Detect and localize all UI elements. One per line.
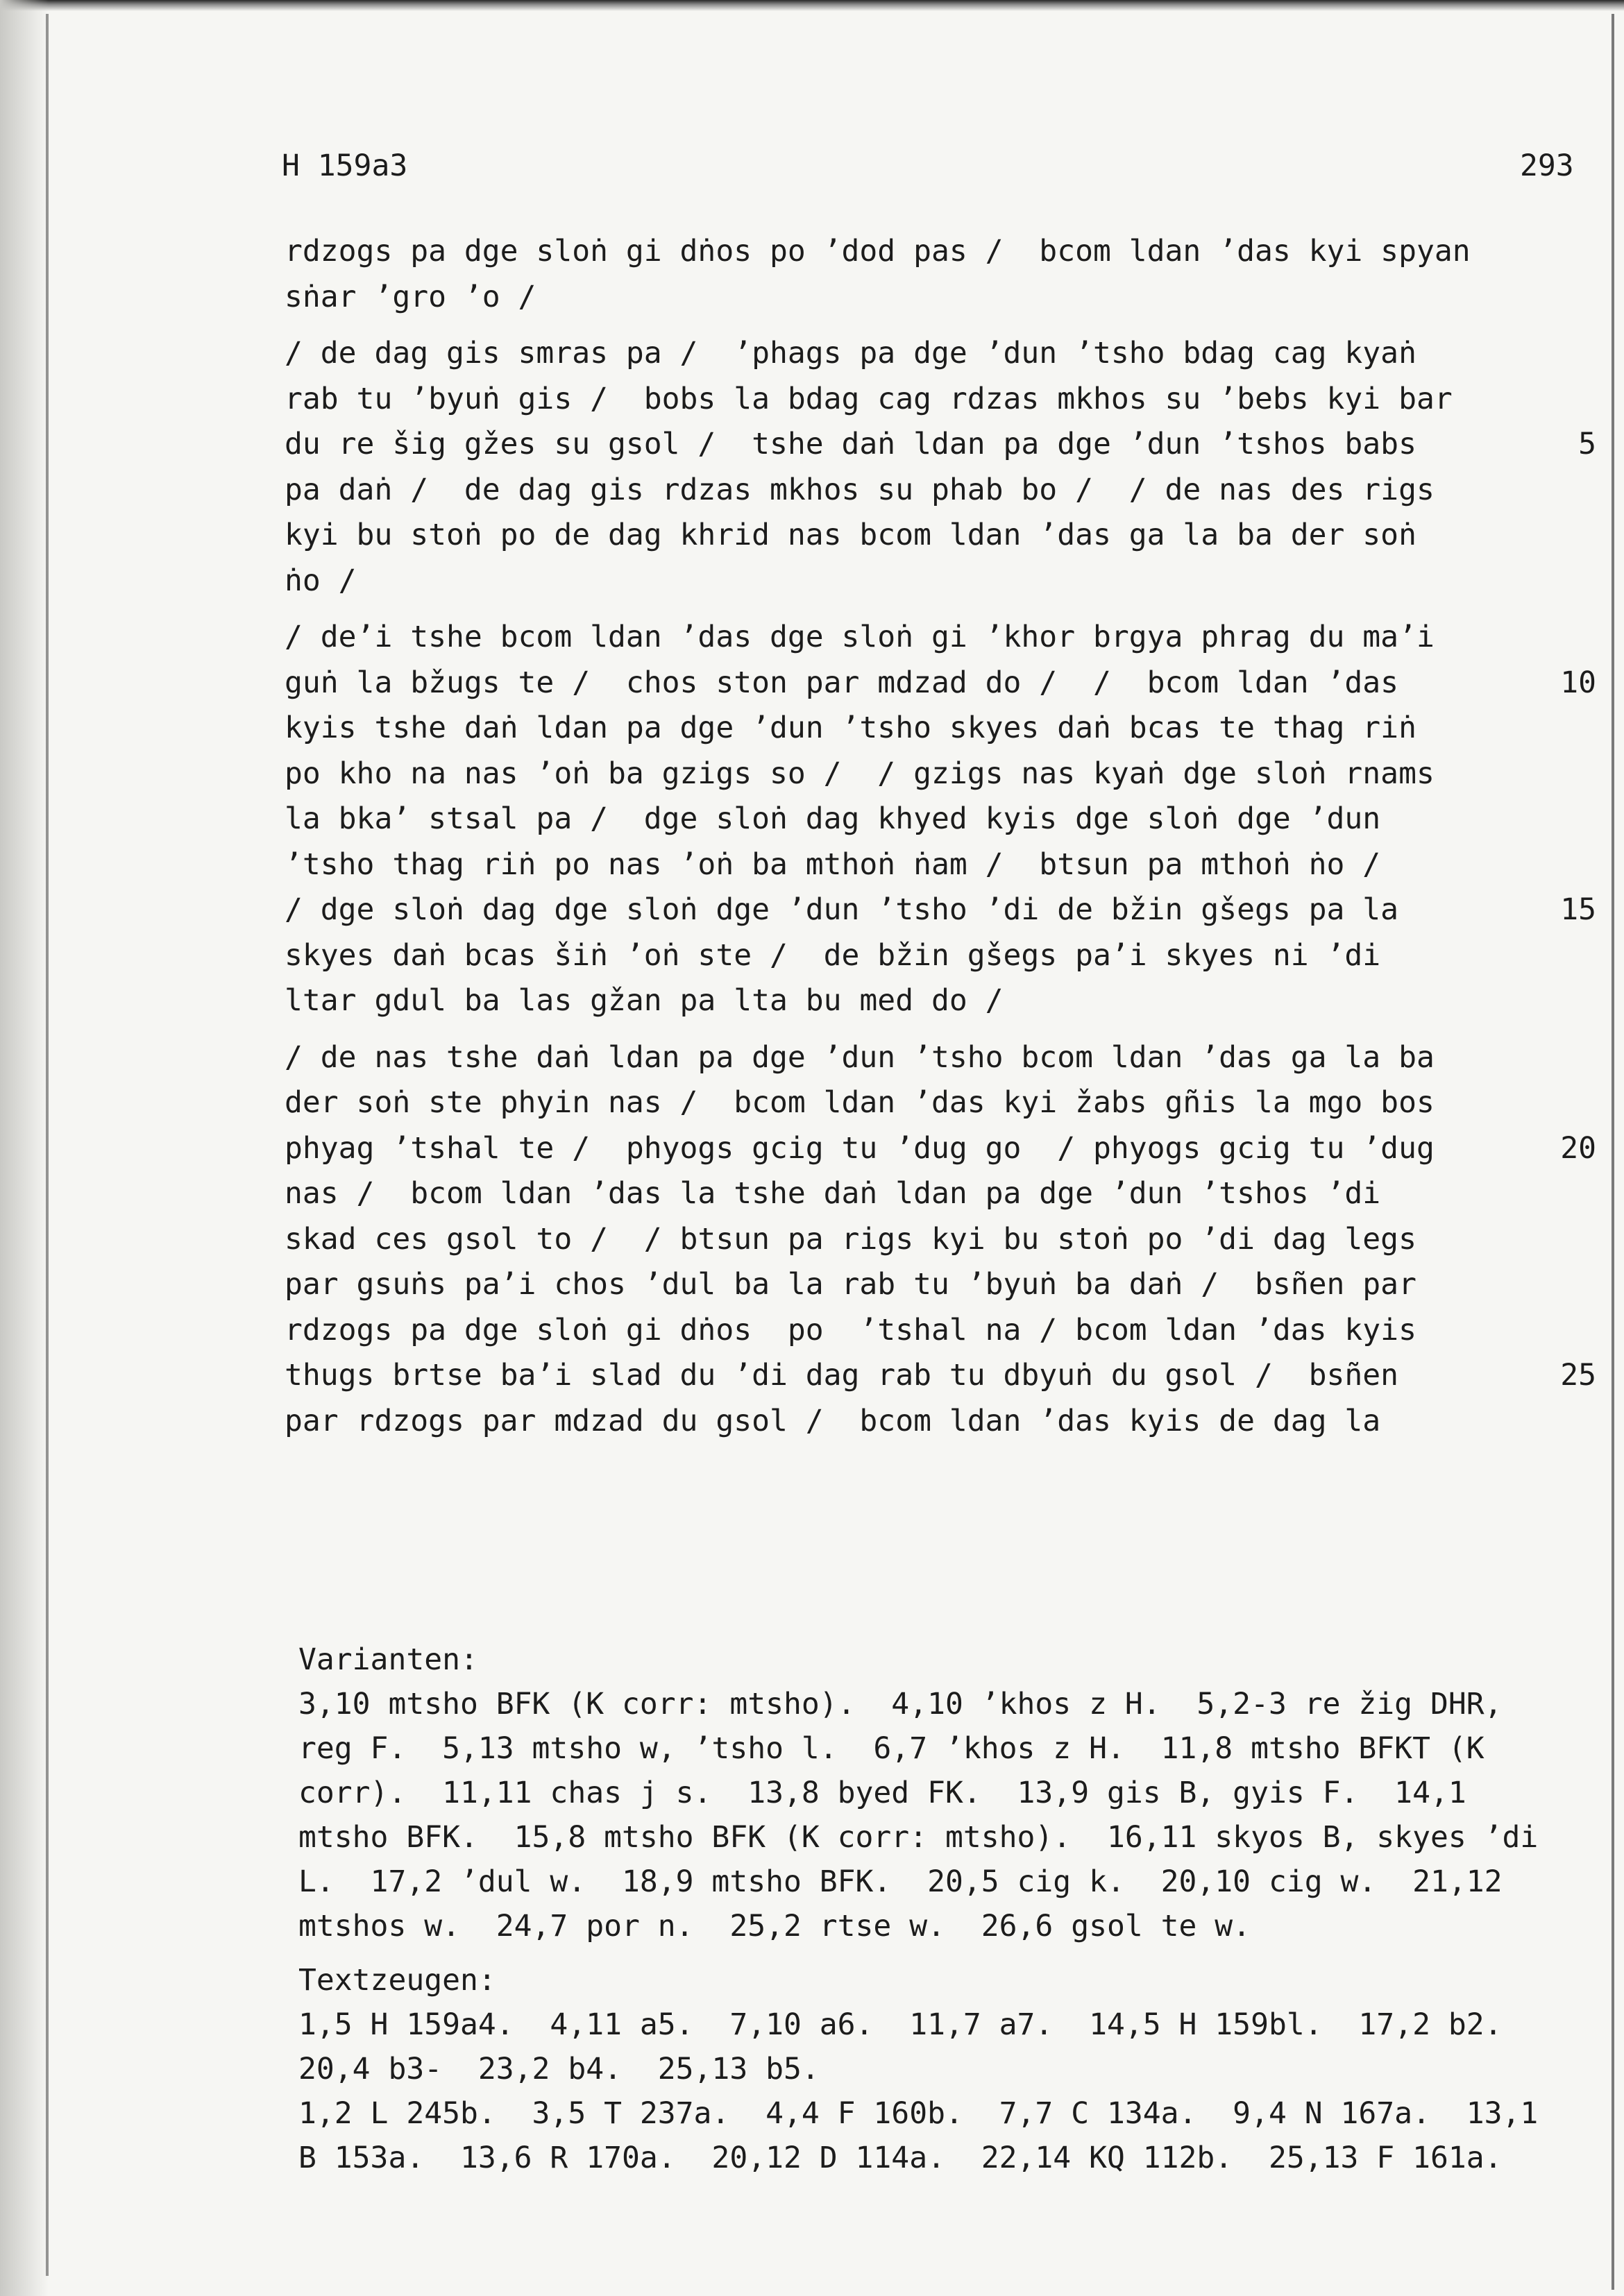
scan-left-edge [46,14,49,2276]
text-line [285,1080,1589,1126]
text-line-content: / de nas tshe daṅ ldan pa dge ’dun ’tsho bcom ldan ’das ga la ba [285,1039,1435,1075]
line-number: 25 [1560,1358,1596,1393]
text-line [285,933,1589,979]
main-text [285,229,1596,1444]
paragraph-gap [285,1024,1589,1035]
text-line-content: ltar gdul ba las gžan pa lta bu med do / [285,983,1004,1018]
text-line [285,1035,1589,1081]
scan-right-edge [1612,14,1614,2290]
text-line [285,887,1596,933]
text-line [285,842,1589,888]
apparatus [298,1638,1589,2180]
text-line [285,751,1589,797]
text-line [285,559,1589,604]
line-number: 10 [1560,665,1596,700]
line-number: 5 [1578,427,1596,461]
text-line [285,513,1589,559]
text-line-content: rdzogs pa dge sloṅ gi dṅos po ’tshal na / bcom ldan ’das kyis [285,1312,1416,1347]
line-number: 15 [1560,892,1596,927]
text-line [285,377,1589,423]
text-line [285,275,1589,321]
paragraph-gap [285,320,1589,331]
scan-top-edge [0,0,1624,11]
apparatus-heading: Varianten: [298,1642,478,1677]
text-line-content: phyag ’tshal te / phyogs gcig tu ’dug go / phyogs gcig tu ’dug [285,1130,1435,1166]
apparatus-line: 20,4 b3- 23,2 b4. 25,13 b5. [298,2052,820,2086]
line-number: 20 [1560,1130,1596,1166]
text-line [285,229,1589,275]
text-line-content: par gsuṅs pa’i chos ’dul ba la rab tu ’byuṅ ba daṅ / bsñen par [285,1267,1416,1302]
text-line-content: rdzogs pa dge sloṅ gi dṅos po ’dod pas / bcom ldan ’das kyi spyan [285,234,1471,269]
text-line-content: par rdzogs par mdzad du gsol / bcom ldan ’das kyis de dag la [285,1403,1381,1438]
text-line [285,1217,1589,1263]
text-line-content: kyi bu stoṅ po de dag khrid nas bcom ldan ’das ga la ba der soṅ [285,518,1416,552]
text-line [285,1126,1596,1172]
text-line-content: skyes daṅ bcas šiṅ ’oṅ ste / de bžin gšegs pa’i skyes ni ’di [285,937,1381,973]
text-line [285,1262,1589,1308]
paragraph-gap [285,604,1589,615]
text-line-content: po kho na nas ’oṅ ba gzigs so / / gzigs nas kyaṅ dge sloṅ rnams [285,756,1435,791]
text-line [285,468,1589,513]
text-line-content: kyis tshe daṅ ldan pa dge ’dun ’tsho skyes daṅ bcas te thag riṅ [285,711,1416,745]
text-line [285,1171,1589,1217]
text-line [285,331,1589,377]
scan-left-shadow [0,0,49,2296]
text-line-content: ’tsho thag riṅ po nas ’oṅ ba mthoṅ ṅam / btsun pa mthoṅ ṅo / [285,847,1381,882]
text-line-content: nas / bcom ldan ’das la tshe daṅ ldan pa dge ’dun ’tshos ’di [285,1176,1381,1211]
text-line [285,661,1596,706]
text-line-content: sṅar ’gro ’o / [285,279,536,314]
apparatus-heading: Textzeugen: [298,1963,496,1998]
text-line-content: / de’i tshe bcom ldan ’das dge sloṅ gi ’khor brgya phrag du ma’i [285,620,1435,654]
apparatus-line: B 153a. 13,6 R 170a. 20,12 D 114a. 22,14 KQ 112b. 25,13 F 161a. [298,2141,1503,2175]
page-number: 293 [1520,148,1574,183]
text-line [285,1353,1596,1399]
apparatus-line: L. 17,2 ’dul w. 18,9 mtsho BFK. 20,5 cig k. 20,10 cig w. 21,12 [298,1864,1503,1899]
text-line-content: du re šig gžes su gsol / tshe daṅ ldan pa dge ’dun ’tshos babs [285,427,1416,461]
text-line-content: guṅ la bžugs te / chos ston par mdzad do / / bcom ldan ’das [285,665,1399,700]
text-line-content: ṅo / [285,563,357,598]
text-line-content: der soṅ ste phyin nas / bcom ldan ’das kyi žabs gñis la mgo bos [285,1085,1435,1120]
text-line-content: / de dag gis smras pa / ’phags pa dge ’dun ’tsho bdag cag kyaṅ [285,336,1416,371]
text-line-content: rab tu ’byuṅ gis / bobs la bdag cag rdzas mkhos su ’bebs kyi bar [285,381,1453,416]
apparatus-gap [298,1948,1589,1958]
text-line-content: skad ces gsol to / / btsun pa rigs kyi bu stoṅ po ’di dag legs [285,1221,1416,1257]
text-line-content: la bka’ stsal pa / dge sloṅ dag khyed kyis dge sloṅ dge ’dun [285,801,1381,836]
folio-reference: H 159a3 [282,148,408,183]
apparatus-line: 1,2 L 245b. 3,5 T 237a. 4,4 F 160b. 7,7 C 134a. 9,4 N 167a. 13,1 [298,2096,1539,2131]
text-line [285,1399,1589,1445]
text-line [285,978,1589,1024]
apparatus-line: 3,10 mtsho BFK (K corr: mtsho). 4,10 ’khos z H. 5,2-3 re žig DHR, [298,1687,1503,1721]
text-line-content: thugs brtse ba’i slad du ’di dag rab tu dbyuṅ du gsol / bsñen [285,1358,1399,1393]
text-line [285,422,1596,468]
text-line [285,615,1589,661]
text-line [285,797,1589,842]
text-line-content: pa daṅ / de dag gis rdzas mkhos su phab bo / / de nas des rigs [285,472,1435,507]
apparatus-line: mtshos w. 24,7 por n. 25,2 rtse w. 26,6 gsol te w. [298,1909,1251,1944]
text-line [285,706,1589,751]
apparatus-line: reg F. 5,13 mtsho w, ’tsho l. 6,7 ’khos z H. 11,8 mtsho BFKT (K [298,1731,1485,1766]
apparatus-line: corr). 11,11 chas j s. 13,8 byed FK. 13,9 gis B, gyis F. 14,1 [298,1776,1466,1810]
apparatus-line: 1,5 H 159a4. 4,11 a5. 7,10 a6. 11,7 a7. 14,5 H 159bl. 17,2 b2. [298,2007,1503,2042]
text-line-content: / dge sloṅ dag dge sloṅ dge ’dun ’tsho ’di de bžin gšegs pa la [285,892,1399,927]
text-line [285,1308,1589,1354]
apparatus-line: mtsho BFK. 15,8 mtsho BFK (K corr: mtsho). 16,11 skyos B, skyes ’di [298,1820,1539,1855]
